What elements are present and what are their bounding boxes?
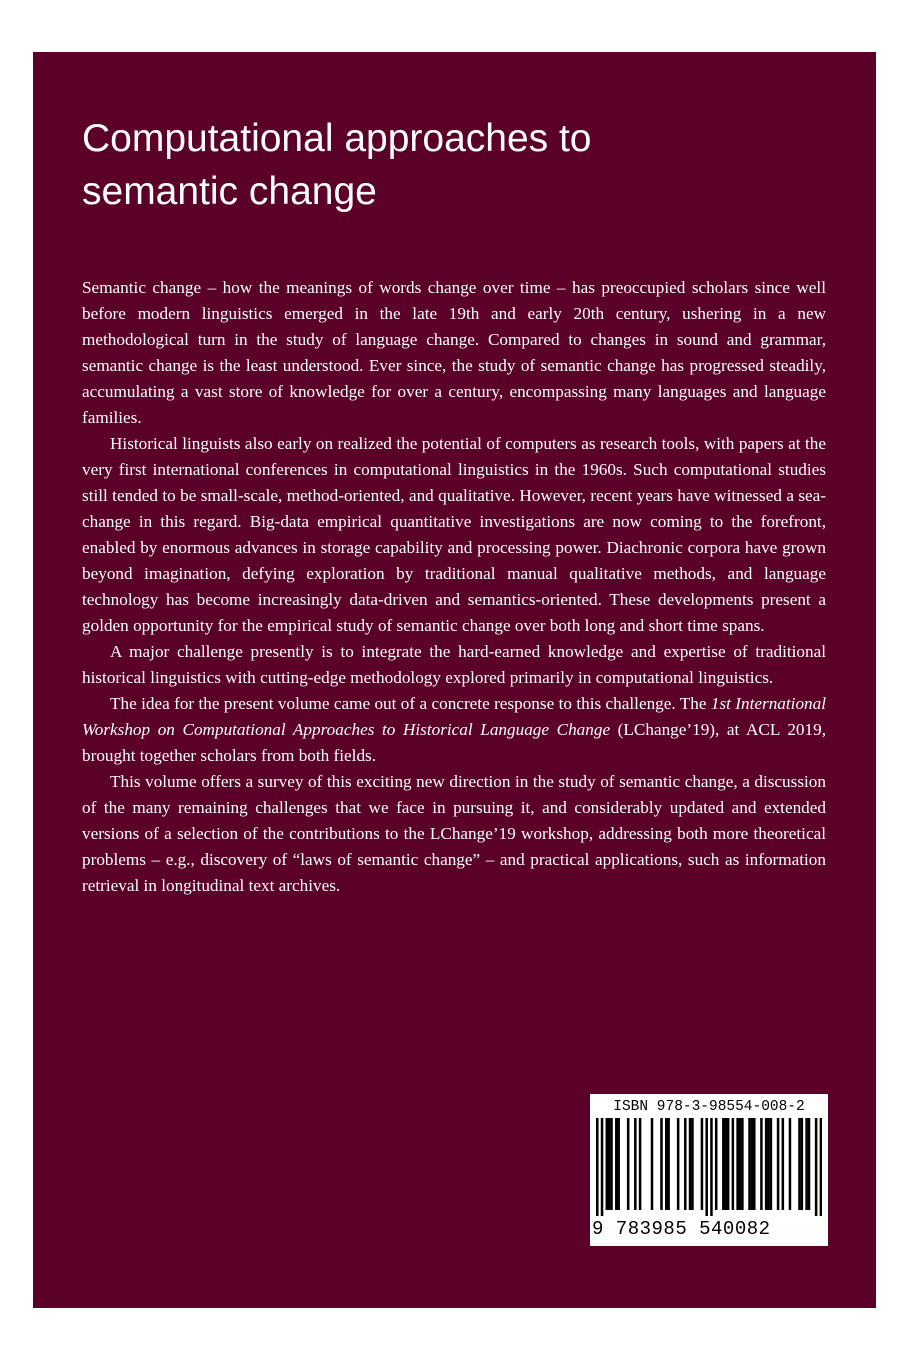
blurb-paragraph-4 (82, 691, 826, 769)
title-line-2: semantic change (82, 170, 377, 213)
barcode-bar (651, 1118, 654, 1210)
barcode-bar (667, 1118, 670, 1210)
back-cover (33, 52, 876, 1308)
barcode-bar (753, 1118, 756, 1210)
barcode-bar (639, 1118, 642, 1210)
barcode-bar (601, 1118, 604, 1216)
isbn-digits: 9 783985 540082 (592, 1218, 771, 1240)
barcode-bar (765, 1118, 768, 1210)
barcode-bar (798, 1118, 801, 1210)
barcode-bar (660, 1118, 663, 1210)
barcode-bar (701, 1118, 704, 1210)
barcode-bar (596, 1118, 599, 1216)
blurb-paragraph-1: Semantic change – how the meanings of words change over time – has preoccupied scholars since well before modern linguistics emerged in the late 19th and early 20th century, ushering in a new methodological turn in the study of language change. Compared to changes in sound and grammar, semantic change is the least understood. Ever since, the study of semantic change has progressed steadily, accumulating a vast store of knowledge for over a century, encompassing many languages and language families. (82, 278, 826, 427)
title-line-1: Computational approaches to (82, 117, 592, 160)
barcode-bar (741, 1118, 744, 1210)
paragraph-4-end: (LChange’19), at ACL 2019, brought together scholars from both fields. (82, 720, 826, 765)
barcode-bar (715, 1118, 718, 1210)
barcode-bar (736, 1118, 739, 1210)
barcode-bar (727, 1118, 730, 1210)
barcode-bar (606, 1118, 609, 1210)
barcode-bar (815, 1118, 818, 1216)
blurb-paragraph-2: Historical linguists also early on realized the potential of computers as research tools, with papers at the very first international conferences in computational linguistics in the 1960s. Such computational studies still tended to be small-scale, method-oriented, and qualitative. However, recent years have witnessed a sea-change in this regard. Big-data empirical quantitative investigations are now coming to the forefront, enabled by enormous advances in storage capability and processing power. Diachronic corpora have grown beyond imagination, defying exploration by traditional manual qualitative methods, and language technology has become increasingly data-driven and semantics-oriented. These developments present a golden opportunity for the empirical study of semantic change over both long and short time spans. (82, 434, 826, 635)
barcode-bar (689, 1118, 692, 1210)
barcode-bar (770, 1118, 773, 1210)
barcode-bar (724, 1118, 727, 1210)
barcode-bar (739, 1118, 742, 1210)
barcode-bar (610, 1118, 613, 1210)
barcode-bar (820, 1118, 822, 1216)
isbn-label: ISBN 978-3-98554-008-2 (613, 1099, 805, 1115)
blurb-paragraph-5: This volume offers a survey of this exciting new direction in the study of semantic change, a discussion of the many remaining challenges that we face in pursuing it, and considerably updated and extended versions of a selection of the contributions to the LChange’19 workshop, addressing both more theoretical problems – e.g., discovery of “laws of semantic change” – and practical applications, such as information retrieval in longitudinal text archives. (82, 772, 826, 895)
barcode-bar (805, 1118, 808, 1210)
barcode-bar (760, 1118, 763, 1210)
barcode-bar (751, 1118, 754, 1210)
barcode-bar (777, 1118, 780, 1210)
blurb-paragraph-3: A major challenge presently is to integrate the hard-earned knowledge and expertise of traditional historical linguistics with cutting-edge methodology explored primarily in computational linguistics. (82, 642, 826, 687)
barcode-image (596, 1118, 822, 1216)
barcode-bar (665, 1118, 668, 1210)
barcode-bar (710, 1118, 713, 1216)
blurb (82, 275, 826, 899)
barcode-bar (748, 1118, 751, 1210)
barcode-bar (722, 1118, 725, 1210)
barcode-bar (705, 1118, 708, 1216)
isbn-barcode-box (590, 1094, 828, 1246)
barcode-bar (808, 1118, 811, 1210)
barcode-bar (782, 1118, 785, 1210)
barcode-bar (801, 1118, 804, 1210)
barcode-bar (767, 1118, 770, 1210)
barcode-bar (691, 1118, 694, 1210)
barcode-bar (608, 1118, 611, 1210)
barcode-bar (732, 1118, 735, 1210)
barcode-bar (789, 1118, 792, 1210)
barcode-bar (617, 1118, 620, 1210)
book-title (82, 112, 782, 218)
barcode-bar (634, 1118, 637, 1210)
barcode-bar (684, 1118, 687, 1210)
workshop-name: 1st International Workshop on Computational Approaches to Historical Language Change (82, 694, 826, 739)
barcode-bar (615, 1118, 618, 1210)
barcode-bar (627, 1118, 630, 1210)
paragraph-4-start: The idea for the present volume came out of a concrete response to this challenge. The (110, 694, 711, 713)
barcode-bar (677, 1118, 680, 1210)
